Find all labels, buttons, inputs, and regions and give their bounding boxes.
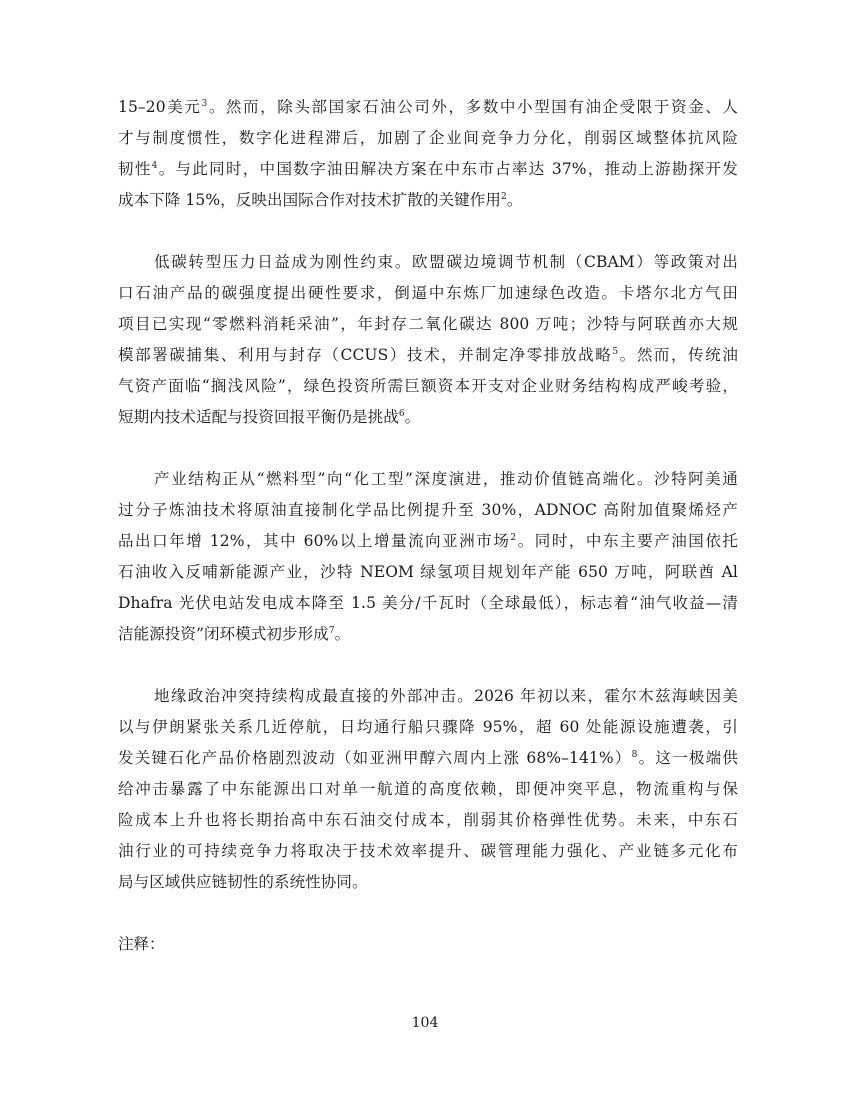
text-run: 项目已实现“零燃料消耗采油”，年封存二氧化碳达 800 万吨；沙特与阿联酋亦大规 [118, 315, 738, 333]
footnote-ref: 2 [510, 533, 517, 543]
text-run: 口石油产品的碳强度提出硬性要求，倒逼中东炼厂加速绿色改造。卡塔尔北方气田 [118, 284, 738, 302]
paragraph-line [118, 402, 738, 433]
text-run: 洁能源投资”闭环模式初步形成 [118, 625, 329, 643]
footnote-ref: 5 [612, 347, 619, 357]
text-run: 气资产面临“搁浅风险”，绿色投资所需巨额资本开支对企业财务结构构成严峻考验， [118, 377, 738, 395]
text-run: 。这一极端供 [637, 749, 739, 767]
text-run: 险成本上升也将长期抬高中东石油交付成本，削弱其价格弹性优势。未来，中东石 [118, 811, 738, 829]
paragraph-line [118, 743, 738, 774]
paragraph-line [118, 712, 738, 743]
paragraph-line [118, 495, 738, 526]
text-run: 15–20美元 [118, 98, 202, 116]
paragraph-line [118, 619, 738, 650]
paragraph-line [118, 278, 738, 309]
text-run: 短期内技术适配与投资回报平衡仍是挑战 [118, 408, 399, 426]
text-run: 。与此同时，中国数字油田解决方案在中东市占率达 37%，推动上游勘探开发 [157, 160, 739, 178]
footnote-ref: 2 [500, 192, 507, 202]
text-run: 产业结构正从“燃料型”向“化工型”深度演进，推动价值链高端化。沙特阿美通 [154, 470, 738, 488]
page-number: 104 [411, 1015, 439, 1031]
text-run: 。然而，传统油 [618, 346, 739, 364]
text-run: 过分子炼油技术将原油直接制化学品比例提升至 30%，ADNOC 高附加值聚烯烃产 [118, 501, 738, 519]
text-run: 低碳转型压力日益成为刚性约束。欧盟碳边境调节机制（CBAM）等政策对出 [154, 253, 738, 271]
paragraph-line [118, 123, 738, 154]
document-body [118, 92, 738, 960]
text-run: 。 [334, 625, 351, 643]
text-run: 。然而，除头部国家石油公司外，多数中小型国有油企受限于资金、人 [207, 98, 738, 116]
text-run: 模部署碳捕集、利用与封存（CCUS）技术，并制定净零排放战略 [118, 346, 613, 364]
paragraph-line [118, 371, 738, 402]
text-run: 局与区域供应链韧性的系统性协同。 [118, 873, 368, 891]
text-run: 。同时，中东主要产油国依托 [516, 532, 738, 550]
footnote-ref: 8 [631, 750, 638, 760]
paragraph-line [118, 867, 738, 898]
paragraph-line [118, 557, 738, 588]
paragraph-line [118, 681, 738, 712]
paragraph-line [118, 588, 738, 619]
paragraph-4 [118, 681, 738, 898]
paragraph-line [118, 92, 738, 123]
text-run: 油行业的可持续竞争力将取决于技术效率提升、碳管理能力强化、产业链多元化布 [118, 842, 738, 860]
paragraph-line [118, 185, 738, 216]
paragraph-line [118, 774, 738, 805]
text-run: 才与制度惯性，数字化进程滞后，加剧了企业间竞争力分化，削弱区域整体抗风险 [118, 129, 738, 147]
text-run: Dhafra 光伏电站发电成本降至 1.5 美分/千瓦时（全球最低），标志着“油气收益—清 [118, 594, 738, 612]
footnote-ref: 6 [398, 409, 405, 419]
notes-label: 注释： [118, 935, 165, 953]
paragraph-line [118, 309, 738, 340]
paragraph-3 [118, 464, 738, 650]
paragraph-line [118, 154, 738, 185]
paragraph-1 [118, 92, 738, 216]
paragraph-line [118, 805, 738, 836]
footnote-ref: 7 [328, 626, 335, 636]
paragraph-line [118, 464, 738, 495]
footnote-ref: 3 [201, 99, 208, 109]
paragraph-line [118, 340, 738, 371]
text-run: 品出口年增 12%，其中 60%以上增量流向亚洲市场 [118, 532, 511, 550]
paragraph-line [118, 526, 738, 557]
footnote-ref: 4 [151, 161, 158, 171]
text-run: 发关键石化产品价格剧烈波动（如亚洲甲醇六周内上涨 68%–141%） [118, 749, 632, 767]
paragraph-line [118, 836, 738, 867]
paragraph-line [118, 247, 738, 278]
text-run: 韧性 [118, 160, 152, 178]
paragraph-2 [118, 247, 738, 433]
text-run: 成本下降 15%，反映出国际合作对技术扩散的关键作用 [118, 191, 501, 209]
text-run: 给冲击暴露了中东能源出口对单一航道的高度依赖，即便冲突平息，物流重构与保 [118, 780, 738, 798]
text-run: 以与伊朗紧张关系几近停航，日均通行船只骤降 95%，超 60 处能源设施遭袭，引 [118, 718, 738, 736]
text-run: 石油收入反哺新能源产业，沙特 NEOM 绿氢项目规划年产能 650 万吨，阿联酋 Al [118, 563, 738, 581]
text-run: 。 [404, 408, 421, 426]
text-run: 地缘政治冲突持续构成最直接的外部冲击。2026 年初以来，霍尔木兹海峡因美 [154, 687, 738, 705]
text-run: 。 [506, 191, 523, 209]
